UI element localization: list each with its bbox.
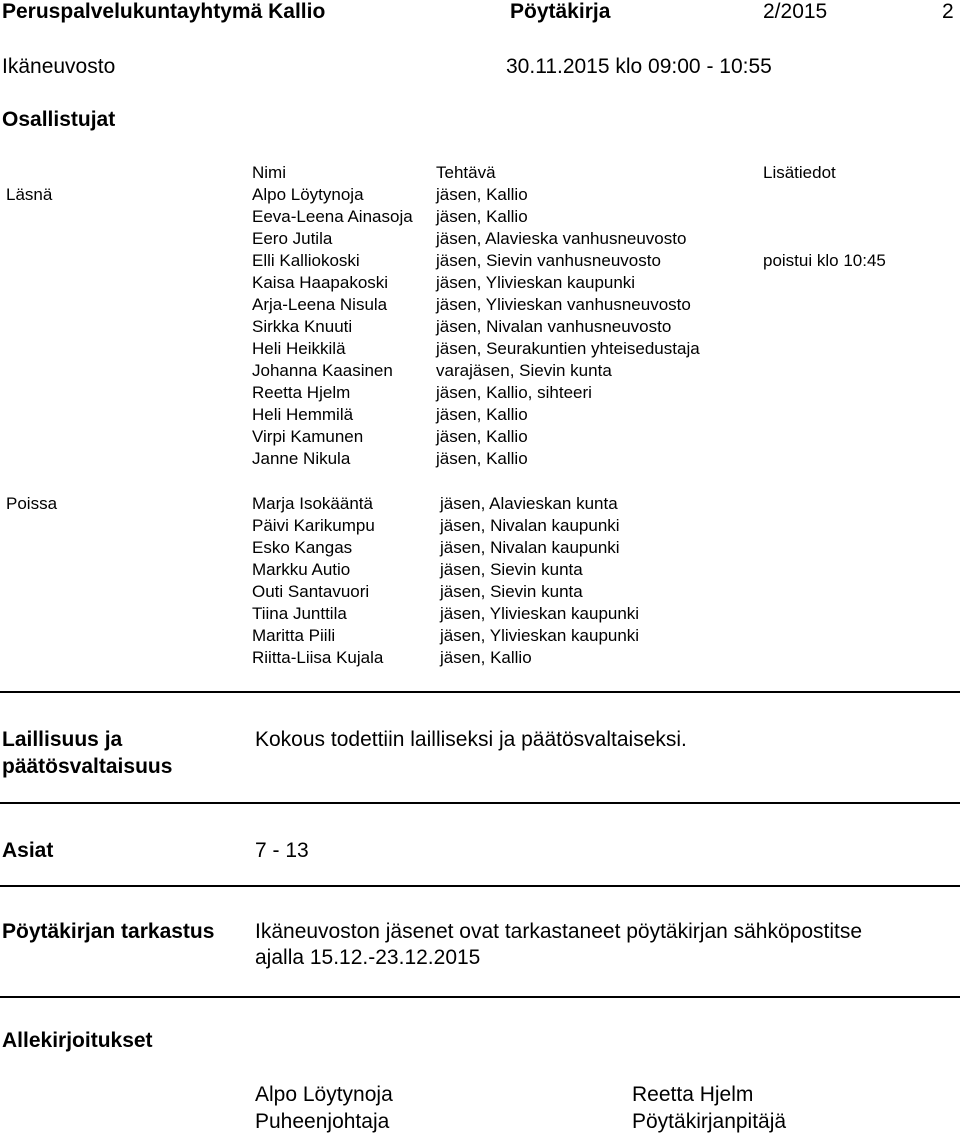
participant-role: jäsen, Kallio — [436, 185, 528, 204]
participant-role: jäsen, Alavieskan kunta — [440, 494, 618, 513]
participants-table-header — [0, 162, 960, 184]
participant-role: jäsen, Kallio — [436, 427, 528, 446]
participant-name: Alpo Löytynoja — [252, 185, 364, 204]
participant-role: jäsen, Ylivieskan kaupunki — [440, 604, 640, 623]
participant-name: Arja-Leena Nisula — [252, 295, 388, 314]
divider — [0, 802, 960, 804]
participant-role: jäsen, Nivalan vanhusneuvosto — [436, 317, 672, 336]
review-text-line1: Ikäneuvoston jäsenet ovat tarkastaneet pöytäkirjan sähköpostitse — [255, 920, 863, 943]
table-row — [0, 360, 960, 382]
participant-name: Outi Santavuori — [252, 582, 370, 601]
participant-role: jäsen, Ylivieskan kaupunki — [436, 273, 636, 292]
table-row — [0, 228, 960, 250]
absent-list — [0, 493, 960, 669]
participant-info: poistui klo 10:45 — [763, 251, 886, 270]
secretary-name: Reetta Hjelm — [632, 1083, 754, 1106]
organization-name: Peruspalvelukuntayhtymä Kallio — [2, 0, 326, 23]
participant-role: jäsen, Sievin kunta — [440, 582, 583, 601]
document-type: Pöytäkirja — [510, 0, 611, 23]
participant-name: Janne Nikula — [252, 449, 351, 468]
table-row — [0, 426, 960, 448]
participant-role: jäsen, Sievin kunta — [440, 560, 583, 579]
table-row — [0, 603, 960, 625]
participant-role: jäsen, Sievin vanhusneuvosto — [436, 251, 661, 270]
table-row — [0, 559, 960, 581]
participants-title: Osallistujat — [2, 108, 116, 131]
participant-role: jäsen, Kallio — [436, 405, 528, 424]
present-label: Läsnä — [6, 185, 53, 204]
table-row — [0, 338, 960, 360]
table-row — [0, 448, 960, 470]
divider — [0, 885, 960, 887]
participant-name: Heli Hemmilä — [252, 405, 354, 424]
participant-name: Eero Jutila — [252, 229, 333, 248]
review-label: Pöytäkirjan tarkastus — [2, 920, 215, 943]
page-number: 2 — [942, 0, 954, 23]
table-row — [0, 537, 960, 559]
table-row — [0, 184, 960, 206]
participant-name: Elli Kalliokoski — [252, 251, 360, 270]
column-role-header: Tehtävä — [436, 163, 496, 182]
legality-text: Kokous todettiin lailliseksi ja päätösvaltaiseksi. — [255, 728, 687, 751]
participant-role: jäsen, Alavieska vanhusneuvosto — [436, 229, 687, 248]
secretary-title: Pöytäkirjanpitäjä — [632, 1110, 787, 1133]
table-row — [0, 493, 960, 515]
participant-role: jäsen, Kallio, sihteeri — [436, 383, 592, 402]
participant-name: Markku Autio — [252, 560, 351, 579]
matters-label: Asiat — [2, 839, 54, 862]
chair-name: Alpo Löytynoja — [255, 1083, 393, 1106]
table-row — [0, 316, 960, 338]
participant-name: Kaisa Haapakoski — [252, 273, 389, 292]
table-row — [0, 250, 960, 272]
table-row — [0, 404, 960, 426]
participant-name: Päivi Karikumpu — [252, 516, 375, 535]
legality-label-line2: päätösvaltaisuus — [2, 755, 173, 778]
participant-name: Eeva-Leena Ainasoja — [252, 207, 413, 226]
meeting-datetime: 30.11.2015 klo 09:00 - 10:55 — [506, 55, 772, 78]
column-name-header: Nimi — [252, 163, 286, 182]
participant-name: Maritta Piili — [252, 626, 336, 645]
table-row — [0, 206, 960, 228]
absent-label: Poissa — [6, 494, 58, 513]
document-number: 2/2015 — [763, 0, 828, 23]
divider — [0, 691, 960, 693]
participant-name: Sirkka Knuuti — [252, 317, 353, 336]
participant-role: jäsen, Ylivieskan kaupunki — [440, 626, 640, 645]
divider — [0, 996, 960, 998]
signatures-label: Allekirjoitukset — [2, 1029, 153, 1052]
participant-role: jäsen, Nivalan kaupunki — [440, 516, 620, 535]
table-row — [0, 294, 960, 316]
participant-name: Marja Isokääntä — [252, 494, 373, 513]
participant-name: Virpi Kamunen — [252, 427, 364, 446]
chair-title: Puheenjohtaja — [255, 1110, 390, 1133]
participant-name: Johanna Kaasinen — [252, 361, 393, 380]
participant-role: jäsen, Kallio — [436, 207, 528, 226]
column-info-header: Lisätiedot — [763, 163, 836, 182]
present-list — [0, 184, 960, 470]
table-row — [0, 625, 960, 647]
table-row — [0, 581, 960, 603]
legality-label-line1: Laillisuus ja — [2, 728, 123, 751]
table-row — [0, 382, 960, 404]
participant-role: jäsen, Seurakuntien yhteisedustaja — [436, 339, 700, 358]
participant-role: jäsen, Ylivieskan vanhusneuvosto — [436, 295, 691, 314]
table-row — [0, 272, 960, 294]
participant-role: jäsen, Kallio — [436, 449, 528, 468]
participant-role: jäsen, Nivalan kaupunki — [440, 538, 620, 557]
matters-text: 7 - 13 — [255, 839, 309, 862]
review-text-line2: ajalla 15.12.-23.12.2015 — [255, 946, 481, 969]
table-row — [0, 647, 960, 669]
participant-name: Tiina Junttila — [252, 604, 347, 623]
table-row — [0, 515, 960, 537]
participant-role: jäsen, Kallio — [440, 648, 532, 667]
participant-name: Reetta Hjelm — [252, 383, 351, 402]
participant-name: Esko Kangas — [252, 538, 353, 557]
participant-name: Heli Heikkilä — [252, 339, 346, 358]
participant-role: varajäsen, Sievin kunta — [436, 361, 612, 380]
participant-name: Riitta-Liisa Kujala — [252, 648, 384, 667]
body-name: Ikäneuvosto — [2, 55, 116, 78]
